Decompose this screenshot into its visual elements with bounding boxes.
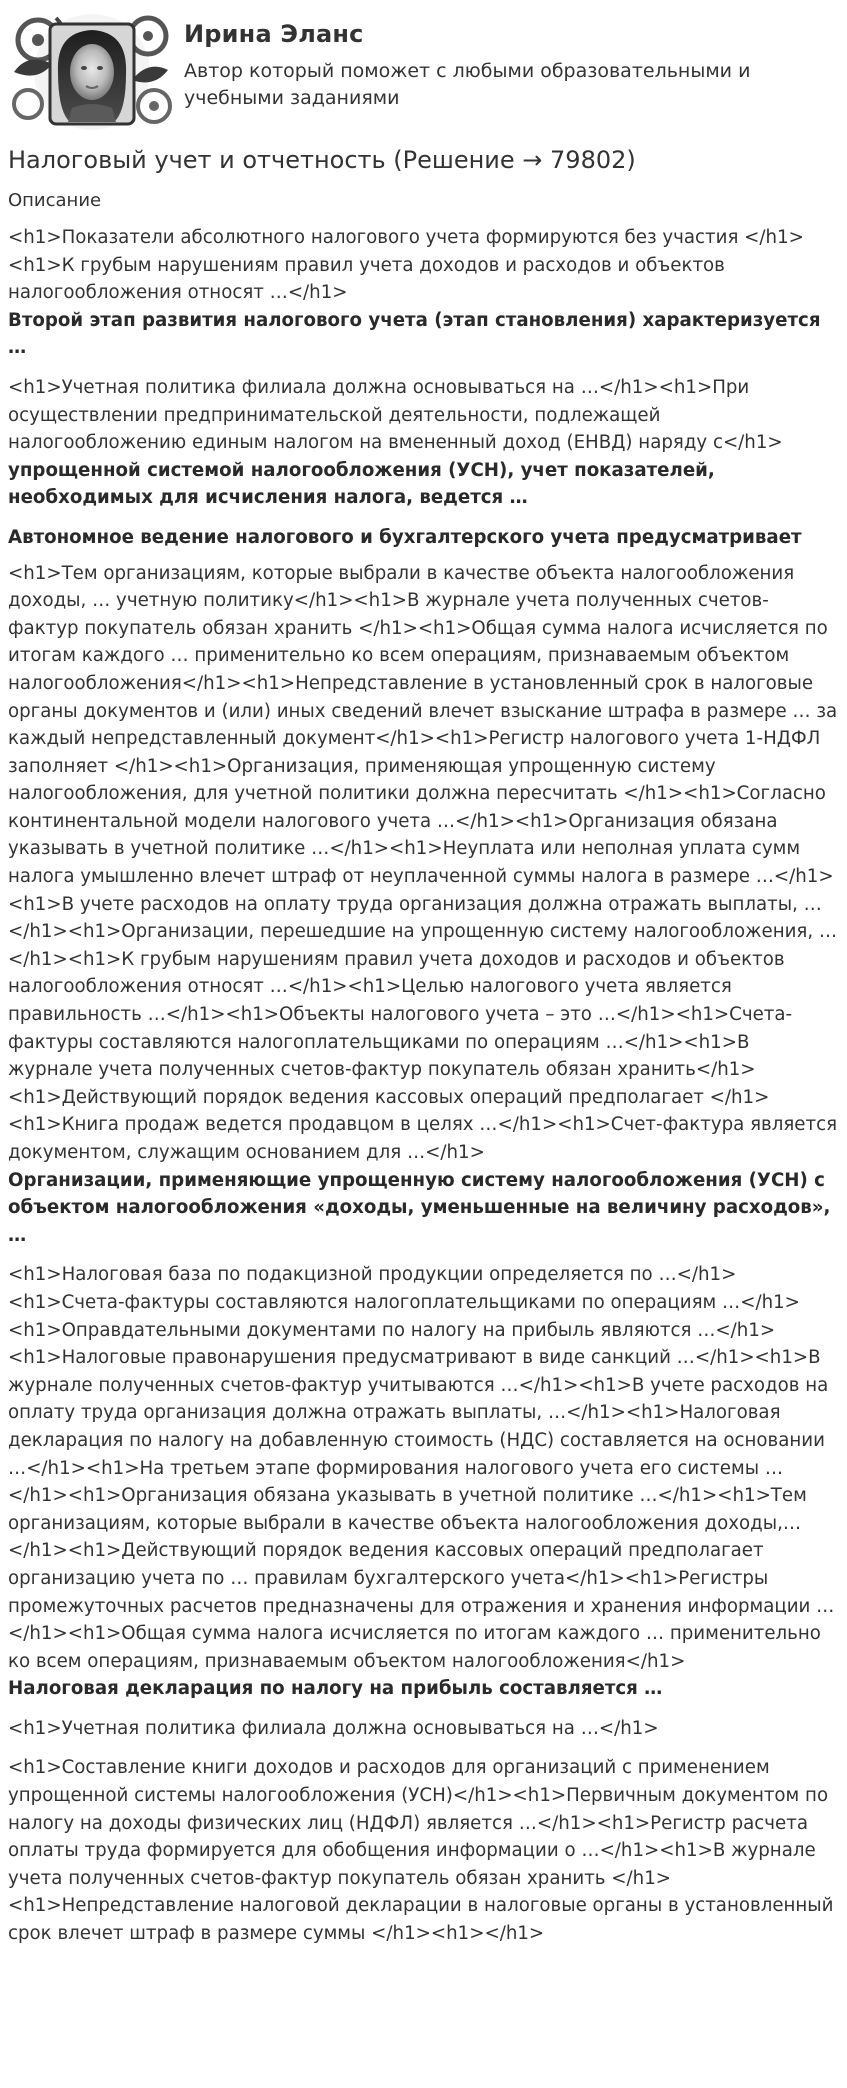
author-header bbox=[8, 8, 839, 133]
text-block: <h1>Учетная политика филиала должна основываться на …</h1> bbox=[8, 1717, 659, 1739]
text-block: <h1>Тем организациям, которые выбрали в качестве объекта налогообложения доходы, … учетную политику</h1><h1>В журнале учета полученных счетов-фактур покупатель обязан хранить </h1><h1>Общая сумма налога исчисляется по итогам каждого … применительно ко всем операциям, признаваемым объектом налогообложения</h1><h1>Непредставление в установленный срок в налоговые органы документов и (или) иных сведений влечет взыскание штрафа в размере … за каждый непредставленный документ</h1><h1>Регистр налогового учета 1-НДФЛ заполняет </h1><h1>Организация, применяющая упрощенную систему налогообложения, для учетной политики должна пересчитать </h1><h1>Согласно континентальной модели налогового учета …</h1><h1>Организация обязана указывать в учетной политике …</h1><h1>Неуплата или неполная уплата сумм налога умышленно влечет штраф от неуплаченной суммы налога в размере …</h1><h1>В учете расходов на оплату труда организация должна отражать выплаты, …</h1><h1>Организации, перешедшие на упрощенную систему налогообложения, …</h1><h1>К грубым нарушениям правил учета доходов и расходов и объектов налогообложения относят …</h1><h1>Целью налогового учета является правильность …</h1><h1>Объекты налогового учета – это …</h1><h1>Счета-фактуры составляются налогоплательщиками по операциям …</h1><h1>В журнале учета полученных счетов-фактур покупатель обязан хранить</h1><h1>Действующий порядок ведения кассовых операций предполагает </h1><h1>Книга продаж ведется продавцом в целях …</h1><h1>Счет-фактура является документом, служащим основанием для …</h1> bbox=[8, 562, 838, 1163]
description-label: Описание bbox=[8, 190, 102, 211]
description-content bbox=[8, 224, 839, 1948]
bold-question: Налоговая декларация по налогу на прибыль составляется … bbox=[8, 1678, 663, 1700]
text-block: <h1>Показатели абсолютного налогового учета формируются без участия </h1><h1>К грубым нарушениям правил учета доходов и расходов и объектов налогообложения относят …</h1> bbox=[8, 227, 804, 304]
author-avatar-photo[interactable] bbox=[8, 12, 176, 132]
text-block: <h1>Составление книги доходов и расходов для организаций с применением упрощенной системы налогообложения (УСН)</h1><h1>Первичным документом по налогу на доходы физических лиц (НДФЛ) является …</h1><h1>Регистр расчета оплаты труда формируется для обобщения информации о …</h1><h1>В журнале учета полученных счетов-фактур покупатель обязан хранить </h1><h1>Непредставление налоговой декларации в налоговые органы в установленный срок влечет штраф в размере суммы </h1><h1></h1> bbox=[8, 1757, 834, 1945]
bold-question: Автономное ведение налогового и бухгалтерского учета предусматривает bbox=[8, 526, 802, 548]
author-name[interactable]: Ирина Эланс bbox=[184, 20, 364, 48]
page-title: Налоговый учет и отчетность (Решение → 79802) bbox=[8, 146, 636, 174]
text-block: <h1>Учетная политика филиала должна основываться на …</h1><h1>При осуществлении предпринимательской деятельности, подлежащей налогообложению единым налогом на вмененный доход (ЕНВД) наряду с</h1> bbox=[8, 376, 783, 454]
avatar-film-frame-icon bbox=[8, 12, 176, 132]
text-block: <h1>Налоговая база по подакцизной продукции определяется по …</h1><h1>Счета-фактуры составляются налогоплательщиками по операциям …</h1><h1>Оправдательными документами по налогу на прибыль являются …</h1><h1>Налоговые правонарушения предусматривают в виде санкций …</h1><h1>В журнале полученных счетов-фактур учитываются …</h1><h1>В учете расходов на оплату труда организация должна отражать выплаты, …</h1><h1>Налоговая декларация по налогу на добавленную стоимость (НДС) составляется на основании …</h1><h1>На третьем этапе формирования налогового учета его системы …</h1><h1>Организация обязана указывать в учетной политике …</h1><h1>Тем организациям, которые выбрали в качестве объекта налогообложения доходы,… </h1><h1>Действующий порядок ведения кассовых операций предполагает организацию учета по … правилам бухгалтерского учета</h1><h1>Регистры промежуточных расчетов предназначены для отражения и хранения информации …</h1><h1>Общая сумма налога исчисляется по итогам каждого … применительно ко всем операциям, признаваемым объектом налогообложения</h1> bbox=[8, 1264, 835, 1672]
bold-question: упрощенной системой налогообложения (УСН), учет показателей, необходимых для исчисления налога, ведется … bbox=[8, 459, 715, 509]
author-description: Автор который поможет с любыми образовательными и учебными заданиями bbox=[184, 60, 751, 109]
bold-question: Второй этап развития налогового учета (этап становления) характеризуется … bbox=[8, 309, 821, 359]
bold-question: Организации, применяющие упрощенную систему налогообложения (УСН) с объектом налогообложения «доходы, уменьшенные на величину расходов», … bbox=[8, 1169, 831, 1246]
